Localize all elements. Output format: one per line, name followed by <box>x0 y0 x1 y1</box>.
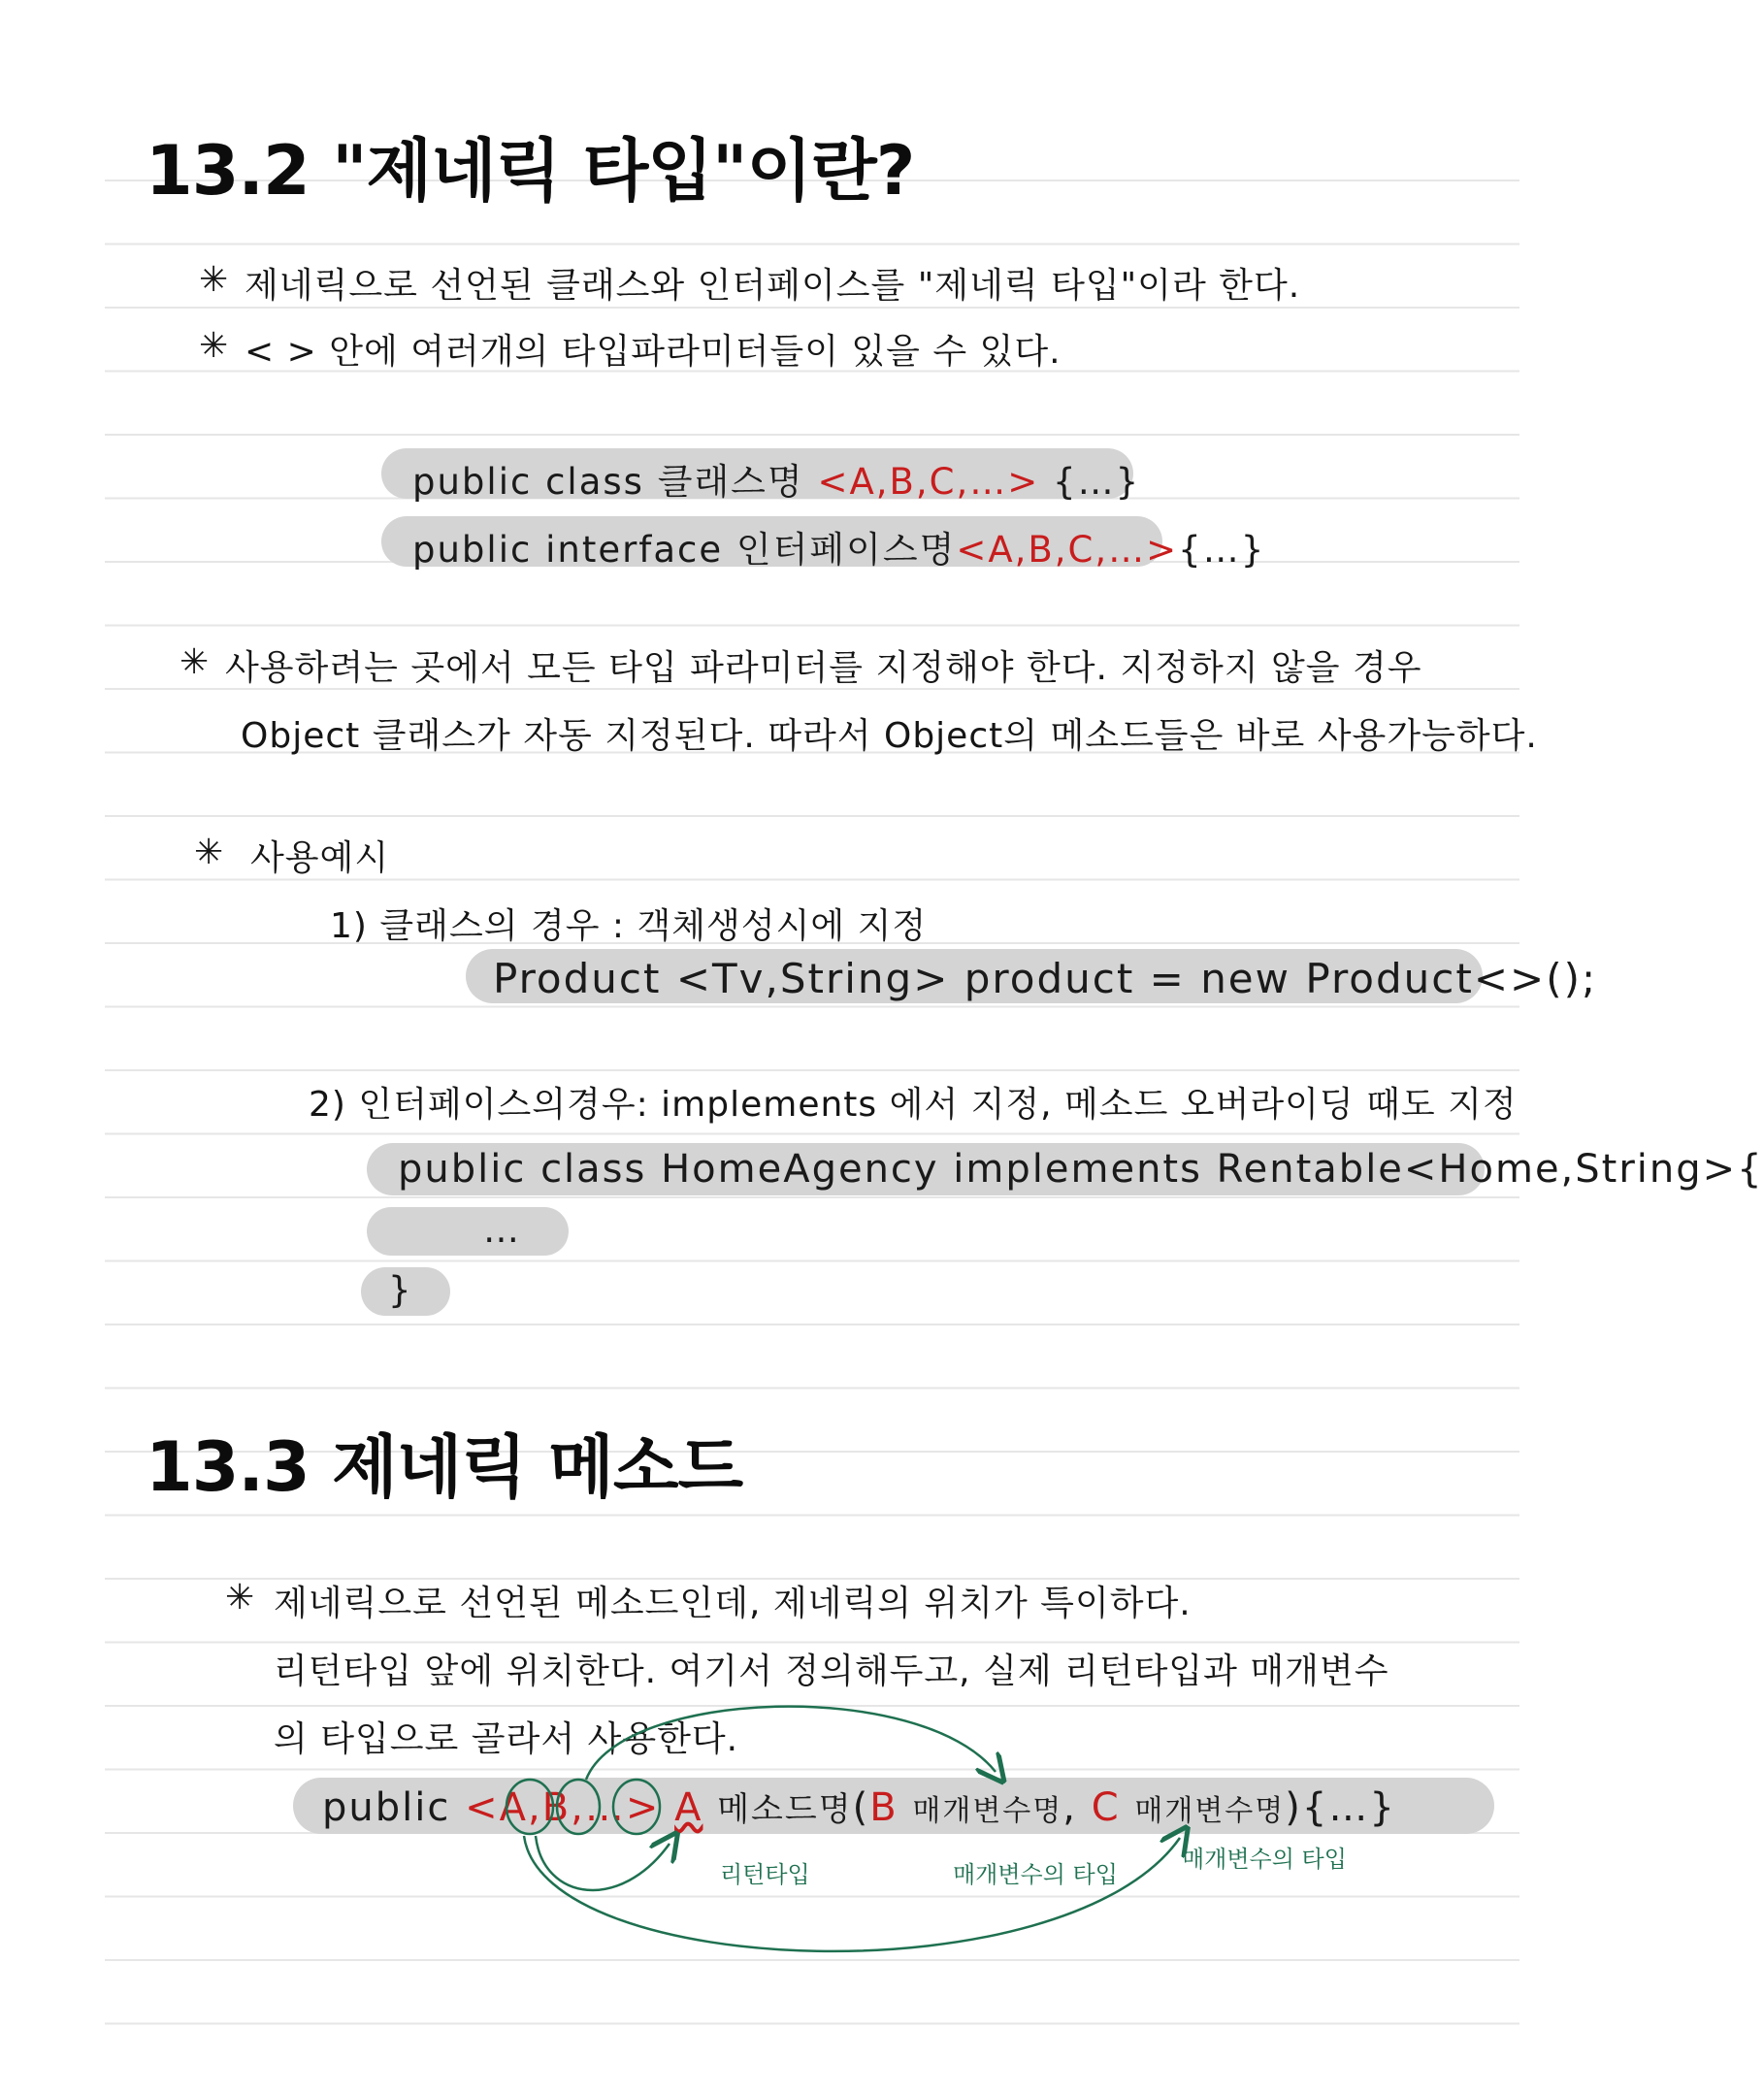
example-1-label: 1) 클래스의 경우 : 객체생성시에 지정 <box>330 906 928 946</box>
bullet-star-icon: ✳ <box>194 833 224 872</box>
bullet-example-heading: 사용예시 <box>250 838 390 878</box>
code-type-comma: , <box>571 1785 585 1830</box>
code-public: public <box>322 1785 451 1830</box>
section-title-13-2: 13.2 "제네릭 타입"이란? <box>146 131 915 211</box>
code-param-type-C: C <box>1091 1785 1121 1830</box>
bullet-type-parameters: < > 안에 여러개의 타입파라미터들이 있을 수 있다. <box>245 332 1062 372</box>
example-2-label: 2) 인터페이스의경우: implements 에서 지정, 메소드 오버라이딩 때도 지정 <box>309 1085 1518 1125</box>
example-2-code-line1: public class HomeAgency implements Rentable<Home,String>{ <box>398 1147 1764 1192</box>
code-method-name: 메소드명 <box>717 1790 853 1829</box>
code-line-interface <box>412 520 1265 572</box>
code-class-params: <A,B,C,…> <box>817 461 1040 503</box>
section-title-13-3: 13.3 제네릭 메소드 <box>146 1427 743 1507</box>
bullet-star-icon: ✳ <box>180 642 210 682</box>
code-param-name-1: 매개변수명 <box>912 1794 1063 1828</box>
example-2-code-line2: … <box>483 1209 521 1251</box>
annotation-param-type-1: 매개변수의 타입 <box>953 1861 1118 1888</box>
code-type-close: > <box>625 1785 661 1830</box>
generic-method-desc-line2: 리턴타입 앞에 위치한다. 여기서 정의해두고, 실제 리턴타입과 매개변수 <box>274 1652 1389 1691</box>
code-line-class <box>412 452 1140 505</box>
code-type-A: A <box>499 1785 528 1830</box>
bullet-star-icon: ✳ <box>225 1578 255 1618</box>
code-interface-params: <A,B,C,…> <box>956 529 1179 571</box>
code-param-type-B: B <box>869 1785 898 1830</box>
code-type-comma: , <box>527 1785 542 1830</box>
code-highlight <box>367 1207 569 1256</box>
code-type-open: < <box>465 1785 500 1830</box>
example-2-code-line3: } <box>388 1269 413 1311</box>
generic-method-code <box>322 1782 1396 1830</box>
bullet-usage-line1: 사용하려는 곳에서 모든 타입 파라미터를 지정해야 한다. 지정하지 않을 경우 <box>225 648 1422 688</box>
code-interface-prefix: public interface 인터페이스명 <box>412 529 957 571</box>
example-1-code: Product <Tv,String> product = new Product<>(); <box>493 955 1598 1002</box>
code-param-name-2: 매개변수명 <box>1134 1794 1286 1828</box>
code-class-suffix: {…} <box>1039 461 1141 503</box>
bullet-usage-line2: Object 클래스가 자동 지정된다. 따라서 Object의 메소드들은 바로 사용가능하다. <box>241 716 1538 756</box>
code-paren-open: ( <box>852 1785 870 1830</box>
code-class-prefix: public class 클래스명 <box>412 461 818 503</box>
generic-method-desc-line3: 의 타입으로 골라서 사용한다. <box>274 1719 739 1759</box>
code-type-etc: … <box>584 1785 626 1830</box>
bullet-star-icon: ✳ <box>199 260 229 300</box>
code-type-B: B <box>541 1785 572 1830</box>
code-tail: ){…} <box>1285 1785 1396 1830</box>
code-return-type: A <box>674 1785 703 1830</box>
annotation-param-type-2: 매개변수의 타입 <box>1182 1846 1347 1873</box>
code-param-comma: , <box>1062 1785 1077 1830</box>
bullet-star-icon: ✳ <box>199 326 229 366</box>
code-interface-suffix: {…} <box>1178 529 1266 571</box>
generic-method-desc-line1: 제네릭으로 선언된 메소드인데, 제네릭의 위치가 특이하다. <box>274 1584 1192 1623</box>
bullet-generic-type-definition: 제네릭으로 선언된 클래스와 인터페이스를 "제네릭 타입"이라 한다. <box>245 266 1301 306</box>
annotation-return-type: 리턴타입 <box>720 1861 810 1888</box>
